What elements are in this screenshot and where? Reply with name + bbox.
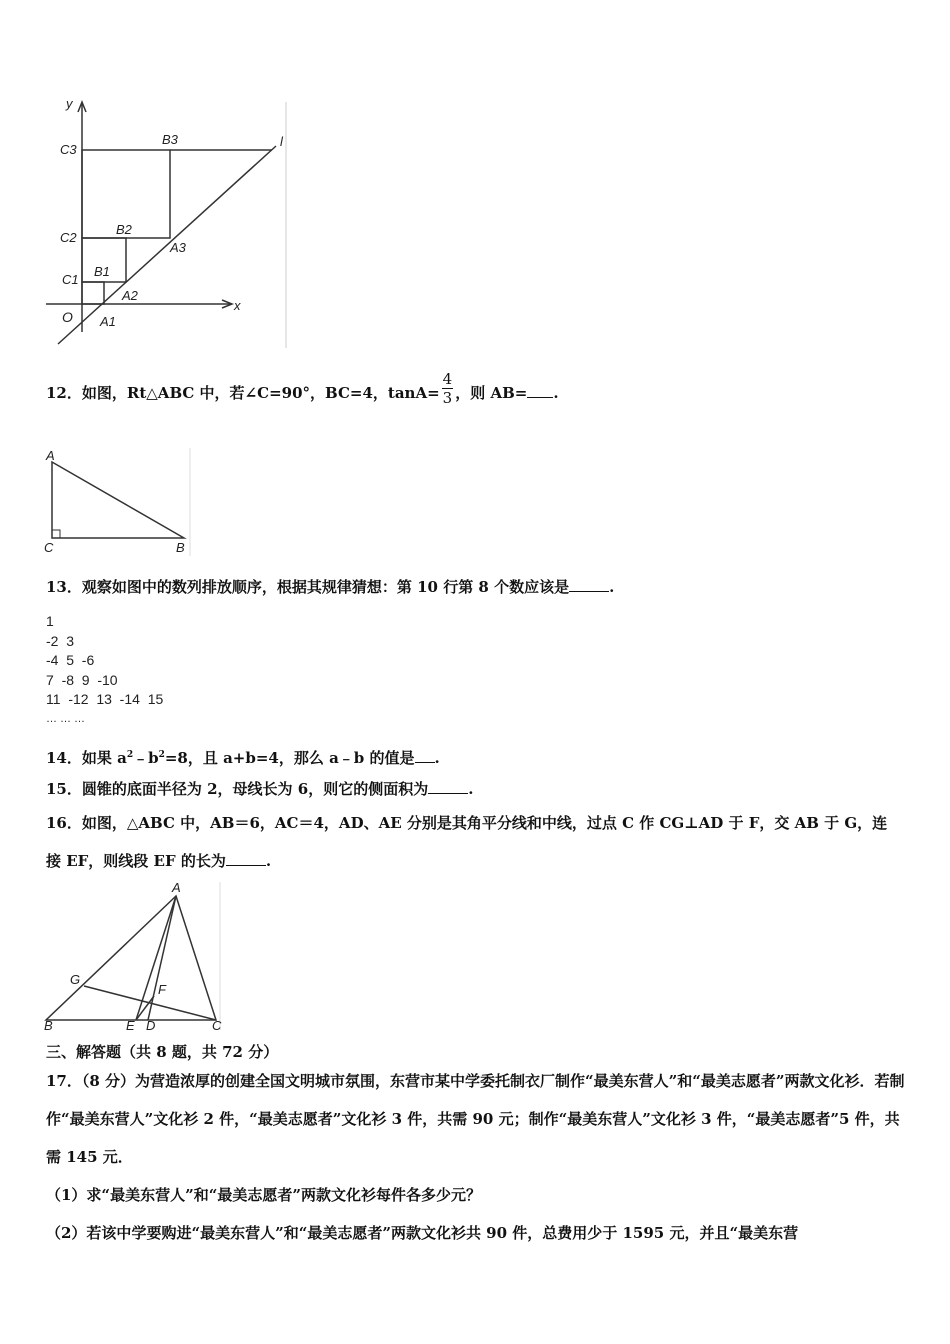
label-f: F bbox=[158, 982, 166, 997]
q17-part-2: （2）若该中学要购进“最美东营人”和“最美志愿者”两款文化衫共 90 件，总费用少于 1595 元，并且“最美东营 bbox=[46, 1224, 799, 1242]
figure-q11 bbox=[40, 92, 290, 356]
line-l bbox=[58, 146, 276, 344]
label-b2: B2 bbox=[116, 222, 132, 237]
label-c1: C1 bbox=[62, 272, 79, 287]
answer-blank bbox=[428, 779, 468, 794]
q13-text: 13．观察如图中的数列排放顺序，根据其规律猜想：第 10 行第 8 个数应该是 bbox=[46, 578, 570, 596]
answer-blank bbox=[415, 748, 435, 763]
sequence-ellipsis: ……… bbox=[46, 712, 88, 725]
sequence-row: -2 3 bbox=[46, 632, 75, 649]
q15-end: . bbox=[468, 780, 474, 798]
label-e: E bbox=[126, 1018, 135, 1032]
q16-line-1: 16．如图，△ABC 中，AB＝6，AC＝4，AD、AE 分别是其角平分线和中线，过点 C 作 CG⊥AD 于 F，交 AB 于 G，连 bbox=[46, 814, 888, 832]
label-a: A bbox=[46, 448, 55, 463]
label-l: l bbox=[280, 134, 283, 149]
q13-end: . bbox=[609, 578, 615, 596]
q14-part: =8，且 a+b=4，那么 a﹣b 的值是 bbox=[164, 749, 415, 767]
label-o: O bbox=[62, 309, 73, 325]
q14-part: ﹣b bbox=[133, 749, 159, 767]
label-b1: B1 bbox=[94, 264, 110, 279]
q17-part-1: （1）求“最美东营人”和“最美志愿者”两款文化衫每件各多少元？ bbox=[46, 1186, 481, 1204]
triangle-abc bbox=[52, 462, 184, 538]
square-1 bbox=[82, 282, 104, 304]
label-b: B bbox=[44, 1018, 53, 1032]
question-16 bbox=[46, 804, 908, 880]
q17-body: 17．（8 分）为营造浓厚的创建全国文明城市氛围，东营市某中学委托制衣厂制作“最美东营人”和“最美志愿者”两款文化衫．若制作“最美东营人”文化衫 2 件，“最美志愿者”文化衫 3 件，共需 90 元；制作“最美东营人”文化衫 3 件，“最美志愿者”5 件，共需 145 元． bbox=[46, 1072, 905, 1166]
sequence-row: 11 -12 13 -14 15 bbox=[46, 691, 164, 707]
question-15 bbox=[46, 770, 908, 808]
label-c: C bbox=[44, 540, 54, 555]
figure-q12 bbox=[40, 446, 200, 562]
fraction-numerator: 4 bbox=[442, 369, 453, 388]
label-a2: A2 bbox=[122, 288, 138, 303]
label-a: A bbox=[172, 880, 181, 895]
q15-text: 15．圆锥的底面半径为 2，母线长为 6，则它的侧面积为 bbox=[46, 780, 429, 798]
segment-cg bbox=[84, 986, 216, 1020]
number-sequence bbox=[46, 612, 163, 729]
question-12 bbox=[46, 369, 908, 413]
sequence-row: -4 5 -6 bbox=[46, 652, 95, 668]
label-a3: A3 bbox=[170, 240, 186, 255]
q16-line-2: 接 EF，则线段 EF 的长为 . bbox=[46, 852, 272, 870]
label-c3: C3 bbox=[60, 142, 77, 157]
label-g: G bbox=[70, 972, 81, 987]
exponent: 2 bbox=[158, 750, 165, 760]
q14-end: . bbox=[434, 749, 440, 767]
label-x: x bbox=[234, 298, 241, 313]
q14-part: 14．如果 a bbox=[46, 749, 127, 767]
label-d: D bbox=[146, 1018, 156, 1032]
q12-suffix: ，则 AB= bbox=[455, 384, 528, 402]
triangle-abc bbox=[46, 896, 216, 1020]
answer-blank bbox=[226, 851, 266, 866]
question-13 bbox=[46, 568, 908, 606]
q12-end: . bbox=[553, 384, 559, 402]
label-y: y bbox=[66, 96, 73, 111]
answer-blank bbox=[527, 383, 553, 398]
label-c2: C2 bbox=[60, 230, 77, 245]
sequence-row: 1 bbox=[46, 613, 54, 629]
sequence-row: 7 -8 9 -10 bbox=[46, 671, 118, 688]
question-17 bbox=[46, 1062, 908, 1252]
fraction-four-thirds bbox=[442, 370, 454, 407]
answer-blank bbox=[569, 577, 609, 592]
label-c: C bbox=[212, 1018, 222, 1032]
q12-prefix: 12．如图，Rt△ABC 中，若∠C=90°，BC=4，tanA= bbox=[46, 384, 440, 402]
label-a1: A1 bbox=[100, 314, 116, 329]
label-b: B bbox=[176, 540, 185, 555]
section-heading: 三、解答题（共 8 题，共 72 分） bbox=[46, 1043, 279, 1061]
segment-ad bbox=[148, 896, 176, 1020]
right-angle-mark bbox=[52, 530, 60, 538]
figure-q16 bbox=[40, 880, 240, 1036]
label-b3: B3 bbox=[162, 132, 178, 147]
exponent: 2 bbox=[126, 750, 134, 760]
fraction-denominator: 3 bbox=[442, 388, 453, 407]
